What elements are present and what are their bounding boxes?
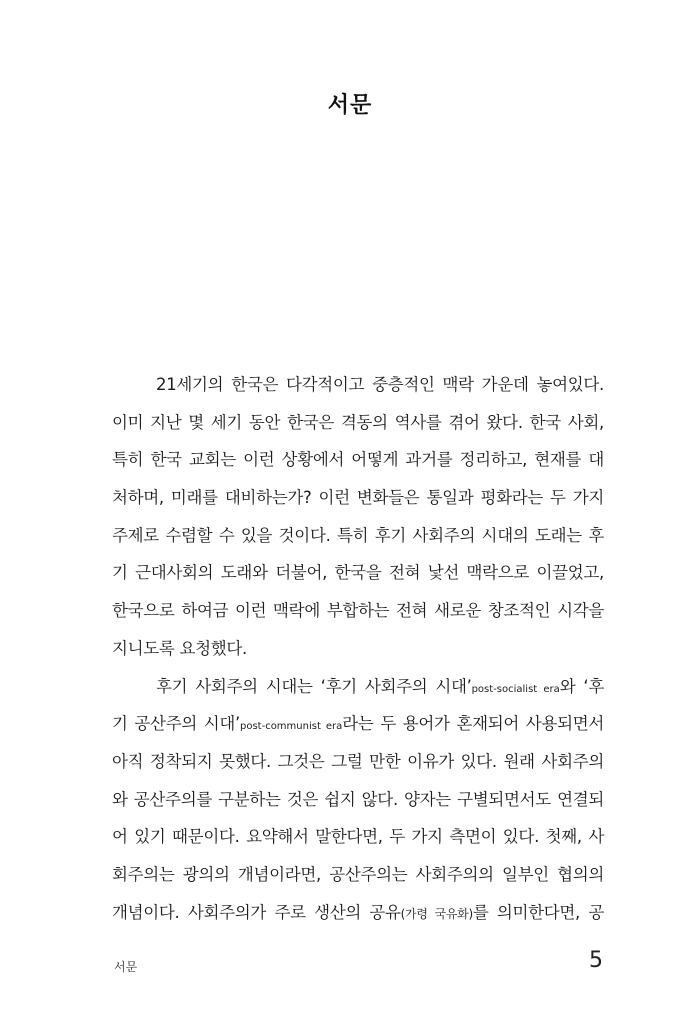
parenthetical-note: (가령 국유화): [400, 906, 473, 921]
gloss-post-socialist-era: post-socialist era: [471, 683, 560, 695]
paragraph-2-line-1: [112, 668, 604, 706]
paragraph-1-line-2: 이미 지난 몇 세기 동안 한국은 격동의 역사를 겪어 왔다. 한국 사회,: [112, 412, 604, 432]
paragraph-2-line-1-text-c: 와 ‘후: [559, 676, 604, 696]
paragraph-1-line-7: 한국으로 하여금 이런 맥락에 부합하는 전혀 새로운 창조적인 시각을: [112, 601, 604, 621]
paragraph-1-line-8: 지니도록 요청했다.: [112, 638, 248, 658]
paragraph-2-line-5: 어 있기 때문이다. 요약해서 말한다면, 두 가지 측면이 있다. 첫째, 사: [112, 827, 604, 847]
paragraph-2-line-2: [112, 705, 604, 743]
page-title: 서문: [327, 93, 373, 118]
paragraph-1-line-5: 주제로 수렴할 수 있을 것이다. 특히 후기 사회주의 시대의 도래는 후: [112, 525, 604, 545]
paragraph-2-line-3: 아직 정착되지 못했다. 그것은 그럴 만한 이유가 있다. 원래 사회주의: [112, 751, 604, 771]
paragraph-2-line-2-text-c: 라는 두 용어가 혼재되어 사용되면서: [342, 714, 604, 734]
paragraph-1-line-6: 기 근대사회의 도래와 더불어, 한국을 전혀 낯선 맥락으로 이끌었고,: [112, 563, 604, 583]
paragraph-2-line-7-text-a: 개념이다. 사회주의가 주로 생산의 공유: [112, 902, 401, 922]
gloss-post-communist-era: post-communist era: [239, 721, 343, 733]
paragraph-1-line-4: 처하며, 미래를 대비하는가? 이런 변화들은 통일과 평화라는 두 가지: [112, 488, 604, 508]
paragraph-2-line-6: 회주의는 광의의 개념이라면, 공산주의는 사회주의의 일부인 협의의: [112, 864, 604, 884]
paragraph-2-line-7-text-c: 를 의미한다면, 공: [472, 902, 604, 922]
body-text: [112, 366, 604, 931]
paragraph-2-line-1-text-a: 후기 사회주의 시대는 ‘후기 사회주의 시대’: [156, 676, 472, 696]
paragraph-1-line-3: 특히 한국 교회는 이런 상황에서 어떻게 과거를 정리하고, 현재를 대: [112, 450, 604, 470]
page-number: 5: [589, 948, 603, 973]
paragraph-1-line-1: 21세기의 한국은 다각적이고 중층적인 맥락 가운데 놓여있다.: [156, 375, 604, 394]
running-title: 서문: [114, 960, 138, 974]
paragraph-2-line-4: 와 공산주의를 구분하는 것은 쉽지 않다. 양자는 구별되면서도 연결되: [112, 789, 604, 809]
paragraph-2-line-2-text-a: 기 공산주의 시대’: [112, 714, 240, 734]
paragraph-2-line-7: [112, 894, 604, 932]
